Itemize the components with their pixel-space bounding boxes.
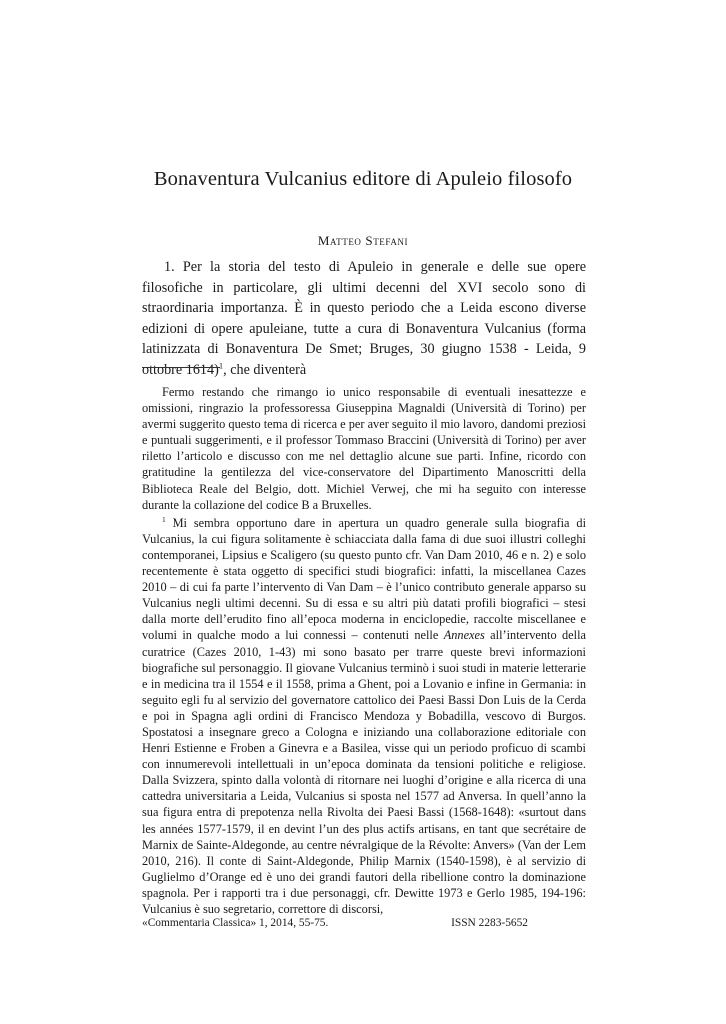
footnote-marker: 1 <box>162 514 166 524</box>
main-body <box>142 257 586 381</box>
footnote-separator <box>142 367 220 368</box>
footnote-1 <box>142 515 586 917</box>
footnote-1-italic: Annexes <box>443 628 485 643</box>
footnote-1-text-b: all’intervento della curatrice (Cazes 2010, 1-43) mi sono basato per trarre queste brevi informazioni biografiche sul personaggio. Il giovane Vulcanius terminò i suoi studi in materie letterarie e in medicina tra il 1554 e il 1558, prima a Ghent, poi a Lovanio e infine in Germania: in seguito egli fu al servizio del governatore cattolico dei Paesi Bassi Don Luis de la Cerda e poi in Spagna agli ordini di Francisco Mendoza y Bobadilla, vescovo di Burgos. Spostatosi a insegnare greco a Cologna e iniziando una collaborazione editoriale con Henri Estienne e Froben a Ginevra e a Basilea, visse qui un periodo proficuo di scambi con innumerevoli intellettuali in un’epoca dominata da tensioni politiche e religiose. Dalla Svizzera, spinto dalla volontà di ritornare nei luoghi d’origine e alla ricerca di una cattedra universitaria a Leida, Vulcanius si sposta nel 1577 ad Anversa. In quell’anno la sua figura entra di prepotenza nella Rivolta dei Paesi Bassi (1568-1648): «surtout dans les années 1577-1579, il en devint l’un des plus actifs artisans, en tant que secrétaire de Marnix de Sainte-Aldegonde, au centre névralgique de la Révolte: Anvers» (Van der Lem 2010, 216). Il conte di Saint-Aldegonde, Philip Marnix (1540-1598), è al servizio di Guglielmo d’Orange ed è uno dei grandi fautori della ribellione contro la dominazione spagnola. Per i rapporti tra i due personaggi, cfr. Dewitte 1973 e Gerlo 1985, 194-196: Vulcanius è suo segretario, correttore di discorsi, <box>142 628 586 916</box>
footnotes <box>142 384 586 919</box>
article-title: Bonaventura Vulcanius editore di Apuleio filosofo <box>153 168 573 190</box>
footnote-reference[interactable]: 1 <box>218 360 224 371</box>
article-author: Matteo Stefani <box>317 233 409 248</box>
footnote-acknowledgement: Fermo restando che rimango io unico responsabile di eventuali inesattezze e omissioni, ringrazio la professoressa Giuseppina Magnaldi (Università di Torino) per avermi suggerito questo tema di ricerca e per aver seguito il mio lavoro, dandomi preziosi e puntuali suggerimenti, e il professor Tommaso Braccini (Università di Torino) per aver riletto l’articolo e discusso con me nel dettaglio alcune sue parti. Infine, ricordo con gratitudine la gentilezza del vice-conservatore del Dipartimento Manoscritti della Biblioteca Reale del Belgio, dott. Michiel Verwej, che mi ha seguito con interesse durante la collazione del codice B a Bruxelles. <box>142 385 586 512</box>
body-paragraph-lead: 1. Per la storia del testo di Apuleio in generale e delle sue opere filosofiche in particolare, gli ultimi decenni del XVI secolo sono di straordinaria importanza. È in questo periodo che a Leida escono diverse edizioni di opere apuleiane, tutte a cura di Bonaventura Vulcanius (forma latinizzata di Bonaventura De Smet; Bruges, 30 giugno 1538 - Leida, 9 ottobre 1614) <box>142 259 586 378</box>
body-paragraph-tail: , che diventerà <box>223 361 307 378</box>
footnote-1-text-a: Mi sembra opportuno dare in apertura un quadro generale sulla biografia di Vulcanius, la cui figura solitamente è schiacciata dalla fama di due suoi illustri colleghi contemporanei, Lipsius e Scaligero (su questo punto cfr. Van Dam 2010, 46 e n. 2) e solo recentemente è stata oggetto di specifici studi biografici: infatti, la miscellanea Cazes 2010 – di cui fa parte l’intervento di Van Dam – è l’unico contributo generale apparso su Vulcanius negli ultimi decenni. Su di essa e su altri più datati profili biografici – stesi dalla morte dell’erudito fino all’epoca moderna in enciclopedie, raccolte miscellanee e volumi in qualche modo a lui connessi – contenuti nelle <box>142 515 586 643</box>
issn-number: ISSN 2283-5652 <box>451 917 528 929</box>
body-paragraph <box>142 257 586 381</box>
page-footer <box>142 917 586 929</box>
journal-citation: «Commentaria Classica» 1, 2014, 55-75. <box>142 917 329 929</box>
